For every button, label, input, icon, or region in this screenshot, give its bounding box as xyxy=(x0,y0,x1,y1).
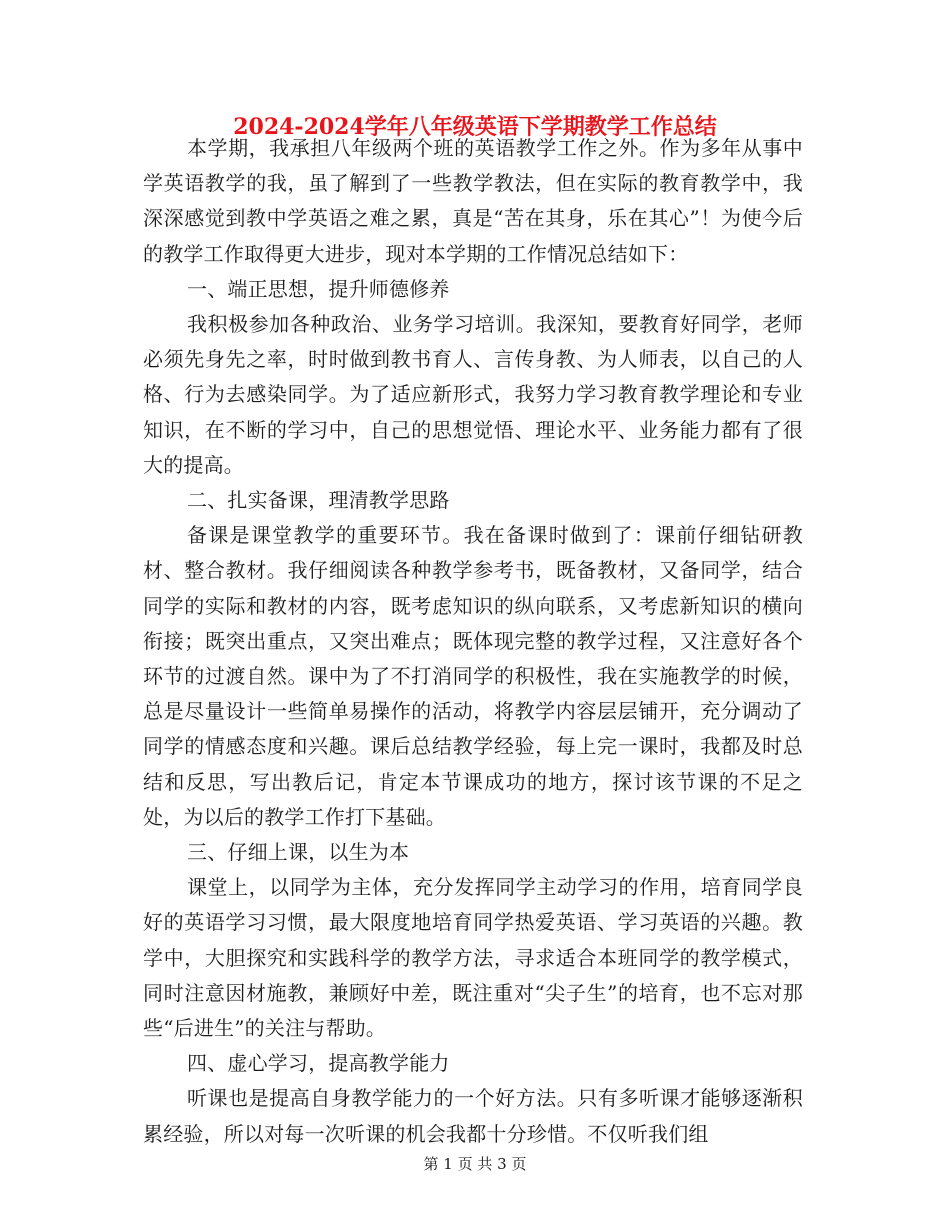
section-paragraph-4: 听课也是提高自身教学能力的一个好方法。只有多听课才能够逐渐积累经验，所以对每一次听课的机会我都十分珍惜。不仅听我们组 xyxy=(143,1086,803,1146)
section-heading-1: 一、端正思想，提升师德修养 xyxy=(187,276,450,301)
section-paragraph-1: 我积极参加各种政治、业务学习培训。我深知，要教育好同学，老师必须先身先之率，时时做到教书育人、言传身教、为人师表，以自己的人格、行为去感染同学。为了适应新形式，我努力学习教育教学理论和专业知识，在不断的学习中，自己的思想觉悟、理论水平、业务能力都有了很大的提高。 xyxy=(143,312,803,477)
intro-paragraph: 本学期，我承担八年级两个班的英语教学工作之外。作为多年从事中学英语教学的我，虽了解到了一些教学教法，但在实际的教育教学中，我深深感觉到教中学英语之难之累，真是“苦在其身，乐在其心”！为使今后的教学工作取得更大进步，现对本学期的工作情况总结如下： xyxy=(143,136,803,266)
document-title: 2024-2024学年八年级英语下学期教学工作总结 xyxy=(233,114,717,140)
section-paragraph-3: 课堂上，以同学为主体，充分发挥同学主动学习的作用，培育同学良好的英语学习习惯，最大限度地培育同学热爱英语、学习英语的兴趣。教学中，大胆探究和实践科学的教学方法，寻求适合本班同学的教学模式，同时注意因材施教，兼顾好中差，既注重对“尖子生”的培育，也不忘对那些“后进生”的关注与帮助。 xyxy=(143,875,803,1041)
document-body xyxy=(143,131,803,1152)
section-heading-4: 四、虚心学习，提高教学能力 xyxy=(187,1051,450,1076)
section-paragraph-2: 备课是课堂教学的重要环节。我在备课时做到了：课前仔细钻研教材、整合教材。我仔细阅读各种教学参考书，既备教材，又备同学，结合同学的实际和教材的内容，既考虑知识的纵向联系，又考虑新知识的横向衔接；既突出重点，又突出难点；既体现完整的教学过程，又注意好各个环节的过渡自然。课中为了不打消同学的积极性，我在实施教学的时候，总是尽量设计一些简单易操作的活动，将教学内容层层铺开，充分调动了同学的情感态度和兴趣。课后总结教学经验，每上完一课时，我都及时总结和反思，写出教后记，肯定本节课成功的地方，探讨该节课的不足之处，为以后的教学工作打下基础。 xyxy=(143,523,803,829)
section-heading-3: 三、仔细上课，以生为本 xyxy=(187,840,410,865)
section-heading-2: 二、扎实备课，理清教学思路 xyxy=(187,488,450,513)
page-footer: 第 1 页 共 3 页 xyxy=(423,1155,527,1173)
